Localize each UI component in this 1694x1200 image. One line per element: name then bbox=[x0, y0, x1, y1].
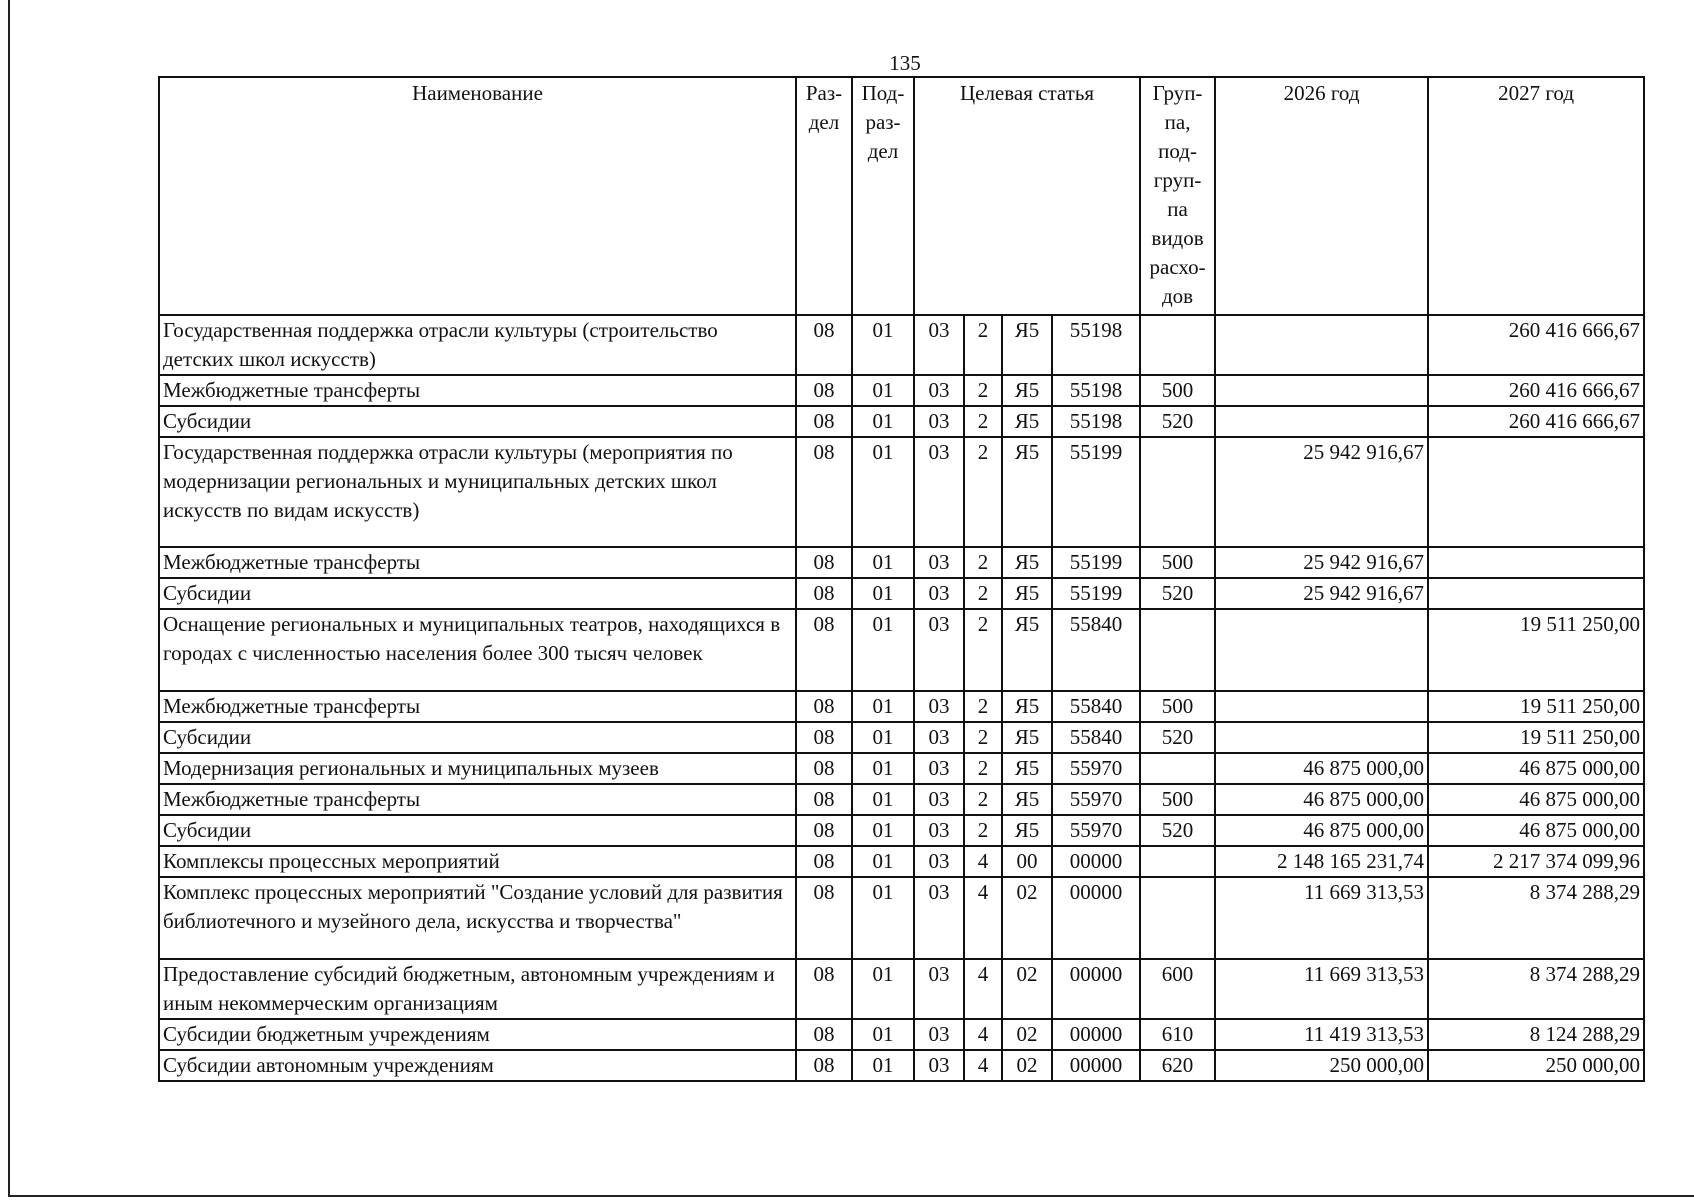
cell-target-project: Я5 bbox=[1002, 437, 1052, 547]
cell-target-program: 03 bbox=[914, 437, 964, 547]
cell-target-type: 4 bbox=[964, 1019, 1002, 1050]
table-row bbox=[159, 846, 1644, 877]
cell-target-direction: 55199 bbox=[1052, 578, 1140, 609]
cell-razdel: 08 bbox=[796, 1019, 852, 1050]
cell-name: Модернизация региональных и муниципальных музеев bbox=[159, 753, 796, 784]
cell-amount-2026: 46 875 000,00 bbox=[1215, 784, 1428, 815]
cell-name: Межбюджетные трансферты bbox=[159, 784, 796, 815]
cell-razdel: 08 bbox=[796, 375, 852, 406]
cell-name: Государственная поддержка отрасли культуры (мероприятия по модернизации региональных и муниципальных детских школ искусств по видам искусств) bbox=[159, 437, 796, 547]
cell-podrazdel: 01 bbox=[852, 1019, 914, 1050]
budget-table bbox=[158, 76, 1645, 1082]
header-name: Наименование bbox=[159, 77, 796, 315]
cell-amount-2026 bbox=[1215, 315, 1428, 375]
cell-target-type: 2 bbox=[964, 406, 1002, 437]
cell-amount-2027: 8 124 288,29 bbox=[1428, 1019, 1644, 1050]
cell-podrazdel: 01 bbox=[852, 846, 914, 877]
table-row bbox=[159, 547, 1644, 578]
cell-target-project: Я5 bbox=[1002, 722, 1052, 753]
cell-razdel: 08 bbox=[796, 846, 852, 877]
cell-expense-group: 520 bbox=[1140, 815, 1215, 846]
cell-amount-2026: 11 669 313,53 bbox=[1215, 877, 1428, 959]
cell-name: Субсидии bbox=[159, 406, 796, 437]
cell-podrazdel: 01 bbox=[852, 578, 914, 609]
cell-target-type: 2 bbox=[964, 437, 1002, 547]
cell-target-program: 03 bbox=[914, 959, 964, 1019]
cell-expense-group: 520 bbox=[1140, 406, 1215, 437]
cell-name: Субсидии bbox=[159, 815, 796, 846]
cell-target-program: 03 bbox=[914, 547, 964, 578]
table-row bbox=[159, 1019, 1644, 1050]
cell-amount-2026 bbox=[1215, 406, 1428, 437]
cell-amount-2026: 2 148 165 231,74 bbox=[1215, 846, 1428, 877]
cell-target-direction: 00000 bbox=[1052, 1019, 1140, 1050]
cell-target-project: Я5 bbox=[1002, 547, 1052, 578]
cell-expense-group: 500 bbox=[1140, 375, 1215, 406]
cell-target-direction: 00000 bbox=[1052, 846, 1140, 877]
cell-amount-2027: 8 374 288,29 bbox=[1428, 877, 1644, 959]
cell-amount-2027: 8 374 288,29 bbox=[1428, 959, 1644, 1019]
cell-target-direction: 55198 bbox=[1052, 375, 1140, 406]
cell-name: Субсидии автономным учреждениям bbox=[159, 1050, 796, 1081]
cell-razdel: 08 bbox=[796, 315, 852, 375]
cell-amount-2026: 46 875 000,00 bbox=[1215, 815, 1428, 846]
table-row bbox=[159, 437, 1644, 547]
cell-podrazdel: 01 bbox=[852, 406, 914, 437]
cell-podrazdel: 01 bbox=[852, 815, 914, 846]
cell-target-program: 03 bbox=[914, 406, 964, 437]
table-row bbox=[159, 784, 1644, 815]
cell-target-direction: 55970 bbox=[1052, 784, 1140, 815]
cell-name: Предоставление субсидий бюджетным, автономным учреждениям и иным некоммерческим организациям bbox=[159, 959, 796, 1019]
cell-name: Государственная поддержка отрасли культуры (строительство детских школ искусств) bbox=[159, 315, 796, 375]
table-row bbox=[159, 1050, 1644, 1081]
cell-amount-2026 bbox=[1215, 375, 1428, 406]
cell-expense-group bbox=[1140, 846, 1215, 877]
cell-name: Субсидии bbox=[159, 578, 796, 609]
cell-name: Межбюджетные трансферты bbox=[159, 547, 796, 578]
cell-target-direction: 55198 bbox=[1052, 315, 1140, 375]
cell-amount-2026: 25 942 916,67 bbox=[1215, 437, 1428, 547]
table-row bbox=[159, 609, 1644, 691]
cell-target-project: Я5 bbox=[1002, 784, 1052, 815]
cell-amount-2027: 46 875 000,00 bbox=[1428, 753, 1644, 784]
cell-target-program: 03 bbox=[914, 609, 964, 691]
cell-target-project: Я5 bbox=[1002, 578, 1052, 609]
cell-target-project: 02 bbox=[1002, 877, 1052, 959]
cell-target-program: 03 bbox=[914, 815, 964, 846]
cell-razdel: 08 bbox=[796, 959, 852, 1019]
cell-target-type: 2 bbox=[964, 609, 1002, 691]
cell-podrazdel: 01 bbox=[852, 877, 914, 959]
cell-target-direction: 55840 bbox=[1052, 722, 1140, 753]
cell-podrazdel: 01 bbox=[852, 547, 914, 578]
header-year-2026: 2026 год bbox=[1215, 77, 1428, 315]
cell-target-project: Я5 bbox=[1002, 315, 1052, 375]
cell-name: Комплексы процессных мероприятий bbox=[159, 846, 796, 877]
page-number: 135 bbox=[889, 51, 921, 75]
cell-target-type: 4 bbox=[964, 877, 1002, 959]
cell-amount-2027: 2 217 374 099,96 bbox=[1428, 846, 1644, 877]
cell-name: Оснащение региональных и муниципальных театров, находящихся в городах с численностью населения более 300 тысяч человек bbox=[159, 609, 796, 691]
cell-target-direction: 55970 bbox=[1052, 815, 1140, 846]
cell-podrazdel: 01 bbox=[852, 784, 914, 815]
cell-target-program: 03 bbox=[914, 784, 964, 815]
table-row bbox=[159, 877, 1644, 959]
cell-expense-group bbox=[1140, 437, 1215, 547]
cell-name: Субсидии bbox=[159, 722, 796, 753]
cell-podrazdel: 01 bbox=[852, 609, 914, 691]
cell-expense-group: 520 bbox=[1140, 578, 1215, 609]
cell-amount-2026: 11 419 313,53 bbox=[1215, 1019, 1428, 1050]
cell-name: Субсидии бюджетным учреждениям bbox=[159, 1019, 796, 1050]
cell-expense-group: 620 bbox=[1140, 1050, 1215, 1081]
scan-edge-left bbox=[8, 0, 10, 1196]
cell-podrazdel: 01 bbox=[852, 691, 914, 722]
cell-razdel: 08 bbox=[796, 609, 852, 691]
cell-amount-2026 bbox=[1215, 722, 1428, 753]
cell-target-direction: 55199 bbox=[1052, 437, 1140, 547]
header-razdel: Раз- дел bbox=[796, 77, 852, 315]
cell-target-project: Я5 bbox=[1002, 815, 1052, 846]
table-row bbox=[159, 753, 1644, 784]
cell-target-project: Я5 bbox=[1002, 406, 1052, 437]
cell-amount-2026: 250 000,00 bbox=[1215, 1050, 1428, 1081]
cell-amount-2027: 19 511 250,00 bbox=[1428, 609, 1644, 691]
cell-amount-2027 bbox=[1428, 437, 1644, 547]
cell-razdel: 08 bbox=[796, 753, 852, 784]
cell-amount-2026: 25 942 916,67 bbox=[1215, 547, 1428, 578]
table-row bbox=[159, 815, 1644, 846]
cell-amount-2027: 19 511 250,00 bbox=[1428, 691, 1644, 722]
cell-expense-group: 500 bbox=[1140, 691, 1215, 722]
cell-target-project: Я5 bbox=[1002, 753, 1052, 784]
cell-expense-group: 610 bbox=[1140, 1019, 1215, 1050]
cell-razdel: 08 bbox=[796, 578, 852, 609]
cell-expense-group: 520 bbox=[1140, 722, 1215, 753]
cell-amount-2027: 260 416 666,67 bbox=[1428, 406, 1644, 437]
cell-expense-group bbox=[1140, 877, 1215, 959]
cell-razdel: 08 bbox=[796, 406, 852, 437]
cell-target-type: 4 bbox=[964, 959, 1002, 1019]
cell-target-type: 2 bbox=[964, 375, 1002, 406]
cell-target-direction: 55198 bbox=[1052, 406, 1140, 437]
cell-podrazdel: 01 bbox=[852, 722, 914, 753]
table-row bbox=[159, 406, 1644, 437]
table-row bbox=[159, 375, 1644, 406]
header-year-2027: 2027 год bbox=[1428, 77, 1644, 315]
cell-amount-2027: 19 511 250,00 bbox=[1428, 722, 1644, 753]
cell-target-project: Я5 bbox=[1002, 691, 1052, 722]
cell-amount-2026 bbox=[1215, 691, 1428, 722]
cell-target-type: 2 bbox=[964, 753, 1002, 784]
cell-target-project: Я5 bbox=[1002, 375, 1052, 406]
cell-amount-2027: 46 875 000,00 bbox=[1428, 815, 1644, 846]
cell-target-program: 03 bbox=[914, 315, 964, 375]
header-target-article: Целевая статья bbox=[914, 77, 1140, 315]
cell-target-type: 2 bbox=[964, 315, 1002, 375]
table-body bbox=[159, 315, 1644, 1081]
cell-target-program: 03 bbox=[914, 846, 964, 877]
cell-target-type: 2 bbox=[964, 691, 1002, 722]
cell-amount-2027: 260 416 666,67 bbox=[1428, 315, 1644, 375]
cell-target-direction: 55970 bbox=[1052, 753, 1140, 784]
cell-target-program: 03 bbox=[914, 877, 964, 959]
cell-target-project: Я5 bbox=[1002, 609, 1052, 691]
cell-expense-group: 600 bbox=[1140, 959, 1215, 1019]
cell-expense-group bbox=[1140, 315, 1215, 375]
cell-target-type: 2 bbox=[964, 547, 1002, 578]
cell-podrazdel: 01 bbox=[852, 959, 914, 1019]
cell-amount-2027: 250 000,00 bbox=[1428, 1050, 1644, 1081]
cell-target-program: 03 bbox=[914, 1050, 964, 1081]
cell-amount-2027 bbox=[1428, 547, 1644, 578]
cell-target-project: 00 bbox=[1002, 846, 1052, 877]
cell-target-project: 02 bbox=[1002, 959, 1052, 1019]
cell-expense-group: 500 bbox=[1140, 547, 1215, 578]
cell-target-direction: 00000 bbox=[1052, 877, 1140, 959]
cell-amount-2027: 46 875 000,00 bbox=[1428, 784, 1644, 815]
cell-expense-group bbox=[1140, 609, 1215, 691]
cell-target-program: 03 bbox=[914, 753, 964, 784]
cell-expense-group bbox=[1140, 753, 1215, 784]
table-row bbox=[159, 578, 1644, 609]
cell-target-type: 2 bbox=[964, 578, 1002, 609]
cell-amount-2027 bbox=[1428, 578, 1644, 609]
cell-target-type: 2 bbox=[964, 722, 1002, 753]
cell-razdel: 08 bbox=[796, 784, 852, 815]
cell-target-direction: 55199 bbox=[1052, 547, 1140, 578]
cell-target-type: 2 bbox=[964, 784, 1002, 815]
cell-razdel: 08 bbox=[796, 722, 852, 753]
cell-amount-2026: 11 669 313,53 bbox=[1215, 959, 1428, 1019]
cell-target-program: 03 bbox=[914, 691, 964, 722]
cell-razdel: 08 bbox=[796, 815, 852, 846]
table-row bbox=[159, 722, 1644, 753]
cell-target-direction: 00000 bbox=[1052, 959, 1140, 1019]
cell-target-type: 2 bbox=[964, 815, 1002, 846]
cell-razdel: 08 bbox=[796, 691, 852, 722]
cell-target-program: 03 bbox=[914, 578, 964, 609]
cell-razdel: 08 bbox=[796, 877, 852, 959]
table-row bbox=[159, 691, 1644, 722]
table-row bbox=[159, 315, 1644, 375]
cell-target-type: 4 bbox=[964, 1050, 1002, 1081]
cell-name: Межбюджетные трансферты bbox=[159, 375, 796, 406]
cell-podrazdel: 01 bbox=[852, 437, 914, 547]
cell-razdel: 08 bbox=[796, 547, 852, 578]
cell-target-direction: 00000 bbox=[1052, 1050, 1140, 1081]
scan-edge-bottom bbox=[8, 1195, 1694, 1197]
cell-target-program: 03 bbox=[914, 722, 964, 753]
cell-podrazdel: 01 bbox=[852, 375, 914, 406]
cell-amount-2027: 260 416 666,67 bbox=[1428, 375, 1644, 406]
cell-amount-2026: 25 942 916,67 bbox=[1215, 578, 1428, 609]
cell-amount-2026: 46 875 000,00 bbox=[1215, 753, 1428, 784]
cell-target-program: 03 bbox=[914, 1019, 964, 1050]
table-header-row bbox=[159, 77, 1644, 315]
cell-name: Комплекс процессных мероприятий "Создание условий для развития библиотечного и музейного дела, искусства и творчества" bbox=[159, 877, 796, 959]
cell-target-project: 02 bbox=[1002, 1050, 1052, 1081]
header-expense-group: Груп- па, под- груп- па видов расхо- дов bbox=[1140, 77, 1215, 315]
cell-target-type: 4 bbox=[964, 846, 1002, 877]
header-podrazdel: Под- раз- дел bbox=[852, 77, 914, 315]
cell-podrazdel: 01 bbox=[852, 1050, 914, 1081]
cell-razdel: 08 bbox=[796, 1050, 852, 1081]
cell-name: Межбюджетные трансферты bbox=[159, 691, 796, 722]
cell-target-direction: 55840 bbox=[1052, 609, 1140, 691]
cell-razdel: 08 bbox=[796, 437, 852, 547]
cell-target-direction: 55840 bbox=[1052, 691, 1140, 722]
cell-podrazdel: 01 bbox=[852, 753, 914, 784]
cell-target-program: 03 bbox=[914, 375, 964, 406]
table-row bbox=[159, 959, 1644, 1019]
cell-expense-group: 500 bbox=[1140, 784, 1215, 815]
cell-podrazdel: 01 bbox=[852, 315, 914, 375]
cell-amount-2026 bbox=[1215, 609, 1428, 691]
cell-target-project: 02 bbox=[1002, 1019, 1052, 1050]
